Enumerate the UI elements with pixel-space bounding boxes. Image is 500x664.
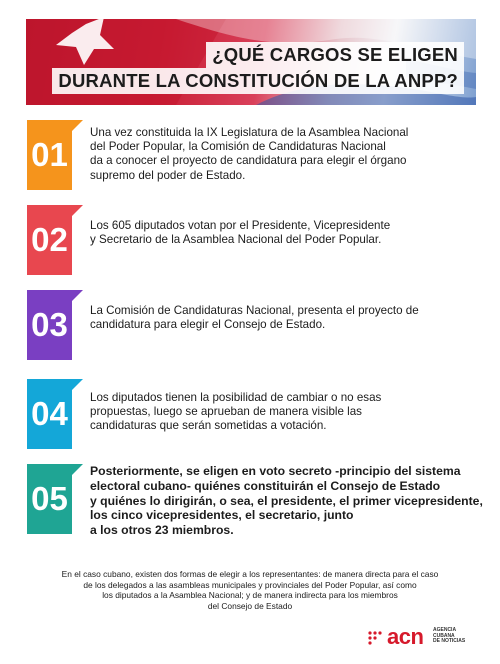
step-text-line: y quiénes lo dirigirán, o sea, el presidente, el primer vicepresidente, [90, 493, 483, 508]
page-title-line-1: ¿QUÉ CARGOS SE ELIGEN [206, 42, 464, 68]
step-text [90, 464, 490, 538]
footnote [30, 569, 470, 611]
step-text-line: Los diputados tienen la posibilidad de cambiar o no esas [90, 391, 382, 404]
step-text-line: los cinco vicepresidentes, el secretario, junto [90, 508, 354, 523]
logo-subtitle [433, 628, 465, 645]
step-text-line: Posteriormente, se eligen en voto secreto -principio del sistema [90, 464, 461, 478]
step-number-badge: 02 [27, 205, 72, 275]
logo-dots-icon [367, 630, 385, 646]
step-text-line: La Comisión de Candidaturas Nacional, presenta el proyecto de [90, 304, 419, 317]
header-banner [26, 19, 476, 105]
step-text-line: propuestas, luego se aprueban de manera visible las [90, 405, 362, 419]
step-text-line: electoral cubano- quiénes constituirán el Consejo de Estado [90, 478, 441, 493]
logo-subtitle-line: CUBANA [433, 632, 455, 639]
step-text [90, 219, 490, 247]
step-text-line: candidaturas que serán sometidas a votación. [90, 419, 327, 433]
step-text-line: Una vez constituida la IX Legislatura de la Asamblea Nacional [90, 126, 409, 139]
step-number-badge: 05 [27, 464, 72, 534]
page-title-line-2: DURANTE LA CONSTITUCIÓN DE LA ANPP? [52, 68, 464, 94]
logo-wordmark: acn [387, 624, 424, 649]
footnote-line: los diputados a la Asamblea Nacional; y de manera indirecta para los miembros [102, 590, 398, 601]
step-text-line: a los otros 23 miembros. [90, 523, 234, 538]
footnote-line: En el caso cubano, existen dos formas de elegir a los representantes: de manera directa para el caso [61, 569, 439, 579]
step-text-line: candidatura para elegir el Consejo de Estado. [90, 318, 326, 332]
step-text [90, 391, 490, 434]
step-text-line: supremo del poder de Estado. [90, 168, 246, 182]
step-text [90, 304, 490, 332]
step-text-line: Los 605 diputados votan por el Presidente, Vicepresidente [90, 219, 391, 232]
step-text-line: y Secretario de la Asamblea Nacional del Poder Popular. [90, 233, 382, 247]
step-number-badge: 01 [27, 120, 72, 190]
logo-subtitle-line: AGENCIA [433, 627, 457, 633]
step-text [90, 126, 490, 183]
step-number-badge: 03 [27, 290, 72, 360]
step-text-line: del Poder Popular, la Comisión de Candidaturas Nacional [90, 140, 386, 154]
step-text-line: da a conocer el proyecto de candidatura para elegir el órgano [90, 154, 407, 168]
acn-logo [367, 624, 473, 649]
footnote-line: del Consejo de Estado [207, 600, 293, 611]
step-number-badge: 04 [27, 379, 72, 449]
logo-subtitle-line: DE NOTICIAS [433, 638, 466, 645]
footnote-line: de los delegados a las asambleas municipales y provinciales del Poder Popular, así como [83, 579, 417, 590]
